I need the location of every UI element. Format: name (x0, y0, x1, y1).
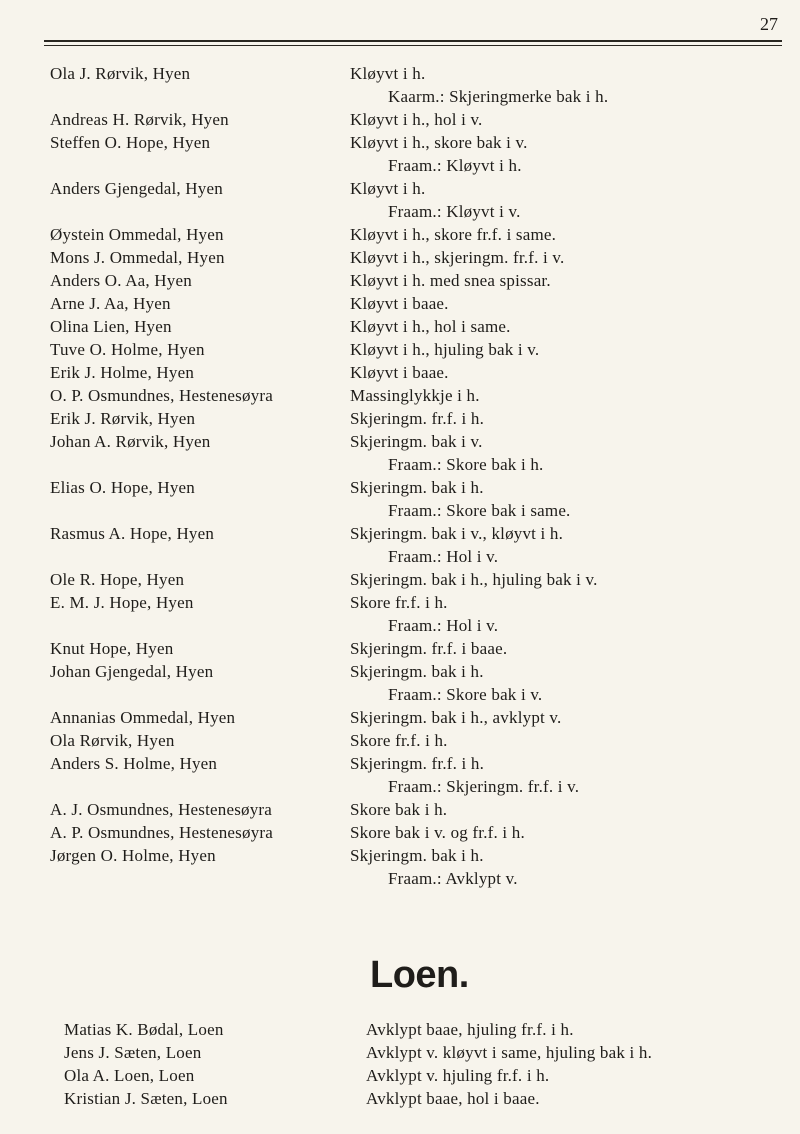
entry-row (0, 476, 800, 499)
owner-name: Elias O. Hope, Hyen (50, 478, 195, 497)
earmark-description: Skore bak i h. (350, 800, 448, 819)
owner-name: Anders Gjengedal, Hyen (50, 179, 223, 198)
entry-row (0, 775, 800, 798)
owner-name: Ola A. Loen, Loen (64, 1066, 195, 1085)
entry-row (0, 729, 800, 752)
entry-row (0, 223, 800, 246)
earmark-description: Avklypt baae, hol i baae. (366, 1089, 540, 1108)
earmark-description: Kløyvt i h. med snea spissar. (350, 271, 551, 290)
entry-row (0, 614, 800, 637)
earmark-description: Kløyvt i h., skore bak i v. (350, 133, 528, 152)
entry-row (0, 637, 800, 660)
entry-row (0, 821, 800, 844)
earmark-description: Kløyvt i h. (350, 64, 426, 83)
earmark-description: Skjeringm. bak i v. (350, 432, 483, 451)
earmark-description: Kløyvt i baae. (350, 294, 449, 313)
earmark-description: Fraam.: Skore bak i v. (388, 685, 543, 704)
entry-row (0, 1018, 800, 1041)
earmark-description: Skjeringm. fr.f. i h. (350, 754, 485, 773)
entry-row (0, 384, 800, 407)
earmark-description: Avklypt v. kløyvt i same, hjuling bak i h. (366, 1043, 653, 1062)
owner-name: Anders O. Aa, Hyen (50, 271, 192, 290)
entry-row (0, 545, 800, 568)
entry-row (0, 361, 800, 384)
entry-row (0, 568, 800, 591)
earmark-description: Skjeringm. bak i h. (350, 662, 484, 681)
owner-name: A. J. Osmundnes, Hestenesøyra (50, 800, 273, 819)
owner-name: Annanias Ommedal, Hyen (50, 708, 236, 727)
entry-row (0, 453, 800, 476)
earmark-description: Fraam.: Kløyvt i h. (388, 156, 522, 175)
entry-row (0, 844, 800, 867)
earmark-description: Fraam.: Skjeringm. fr.f. i v. (388, 777, 580, 796)
owner-name: Olina Lien, Hyen (50, 317, 172, 336)
entry-row (0, 1064, 800, 1087)
earmark-description: Kløyvt i h. (350, 179, 426, 198)
owner-name: A. P. Osmundnes, Hestenesøyra (50, 823, 273, 842)
earmark-description: Fraam.: Hol i v. (388, 616, 499, 635)
entry-row (0, 338, 800, 361)
earmark-description: Fraam.: Skore bak i same. (388, 501, 571, 520)
earmark-description: Avklypt baae, hjuling fr.f. i h. (366, 1020, 574, 1039)
owner-name: Johan Gjengedal, Hyen (50, 662, 214, 681)
earmark-description: Fraam.: Kløyvt i v. (388, 202, 521, 221)
earmark-description: Massinglykkje i h. (350, 386, 480, 405)
entry-row (0, 85, 800, 108)
earmark-description: Kløyvt i h., hjuling bak i v. (350, 340, 540, 359)
earmark-description: Skore fr.f. i h. (350, 593, 448, 612)
owner-name: Jens J. Sæten, Loen (64, 1043, 202, 1062)
entry-row (0, 177, 800, 200)
entry-row (0, 752, 800, 775)
owner-name: Ola Rørvik, Hyen (50, 731, 175, 750)
entry-row (0, 1041, 800, 1064)
earmark-description: Kløyvt i h., hol i same. (350, 317, 511, 336)
earmark-description: Kløyvt i h., skjeringm. fr.f. i v. (350, 248, 565, 267)
entry-row (0, 867, 800, 890)
owner-name: Anders S. Holme, Hyen (50, 754, 218, 773)
owner-name: Mons J. Ommedal, Hyen (50, 248, 225, 267)
owner-name: Tuve O. Holme, Hyen (50, 340, 205, 359)
earmark-description: Skjeringm. bak i h. (350, 846, 484, 865)
earmark-description: Skjeringm. bak i h., hjuling bak i v. (350, 570, 598, 589)
entry-row (0, 200, 800, 223)
entry-row (0, 522, 800, 545)
owner-name: Knut Hope, Hyen (50, 639, 174, 658)
owner-name: O. P. Osmundnes, Hestenesøyra (50, 386, 273, 405)
owner-name: Erik J. Holme, Hyen (50, 363, 195, 382)
owner-name: Kristian J. Sæten, Loen (64, 1089, 228, 1108)
owner-name: Erik J. Rørvik, Hyen (50, 409, 196, 428)
earmark-description: Skjeringm. fr.f. i baae. (350, 639, 508, 658)
earmark-description: Kløyvt i h., hol i v. (350, 110, 483, 129)
entry-row (0, 683, 800, 706)
owner-name: Ole R. Hope, Hyen (50, 570, 185, 589)
earmark-description: Skjeringm. bak i v., kløyvt i h. (350, 524, 564, 543)
owner-name: Ola J. Rørvik, Hyen (50, 64, 191, 83)
section-title-loen: Loen. (370, 954, 469, 996)
entry-row (0, 269, 800, 292)
entry-row (0, 246, 800, 269)
entry-row (0, 292, 800, 315)
earmark-description: Kløyvt i h., skore fr.f. i same. (350, 225, 557, 244)
owner-name: Johan A. Rørvik, Hyen (50, 432, 211, 451)
earmark-description: Skjeringm. bak i h. (350, 478, 484, 497)
entry-row (0, 62, 800, 85)
entry-row (0, 706, 800, 729)
entry-row (0, 315, 800, 338)
entry-row (0, 154, 800, 177)
entry-row (0, 430, 800, 453)
owner-name: Øystein Ommedal, Hyen (50, 225, 224, 244)
earmark-description: Fraam.: Avklypt v. (388, 869, 518, 888)
earmark-description: Fraam.: Hol i v. (388, 547, 499, 566)
earmark-description: Avklypt v. hjuling fr.f. i h. (366, 1066, 550, 1085)
entry-row (0, 1087, 800, 1110)
earmark-description: Skjeringm. fr.f. i h. (350, 409, 485, 428)
earmark-description: Kaarm.: Skjeringmerke bak i h. (388, 87, 609, 106)
earmark-description: Skore fr.f. i h. (350, 731, 448, 750)
entry-row (0, 499, 800, 522)
owner-name: Matias K. Bødal, Loen (64, 1020, 224, 1039)
entry-row (0, 660, 800, 683)
entry-row (0, 131, 800, 154)
earmark-description: Fraam.: Skore bak i h. (388, 455, 544, 474)
earmark-description: Kløyvt i baae. (350, 363, 449, 382)
owner-name: Arne J. Aa, Hyen (50, 294, 171, 313)
header-rule (44, 40, 782, 46)
owner-name: Andreas H. Rørvik, Hyen (50, 110, 229, 129)
entry-row (0, 798, 800, 821)
owner-name: E. M. J. Hope, Hyen (50, 593, 194, 612)
page-number: 27 (760, 14, 778, 34)
owner-name: Steffen O. Hope, Hyen (50, 133, 211, 152)
earmark-description: Skjeringm. bak i h., avklypt v. (350, 708, 562, 727)
owner-name: Jørgen O. Holme, Hyen (50, 846, 216, 865)
earmark-description: Skore bak i v. og fr.f. i h. (350, 823, 525, 842)
entry-row (0, 591, 800, 614)
owner-name: Rasmus A. Hope, Hyen (50, 524, 215, 543)
entry-row (0, 108, 800, 131)
entry-row (0, 407, 800, 430)
